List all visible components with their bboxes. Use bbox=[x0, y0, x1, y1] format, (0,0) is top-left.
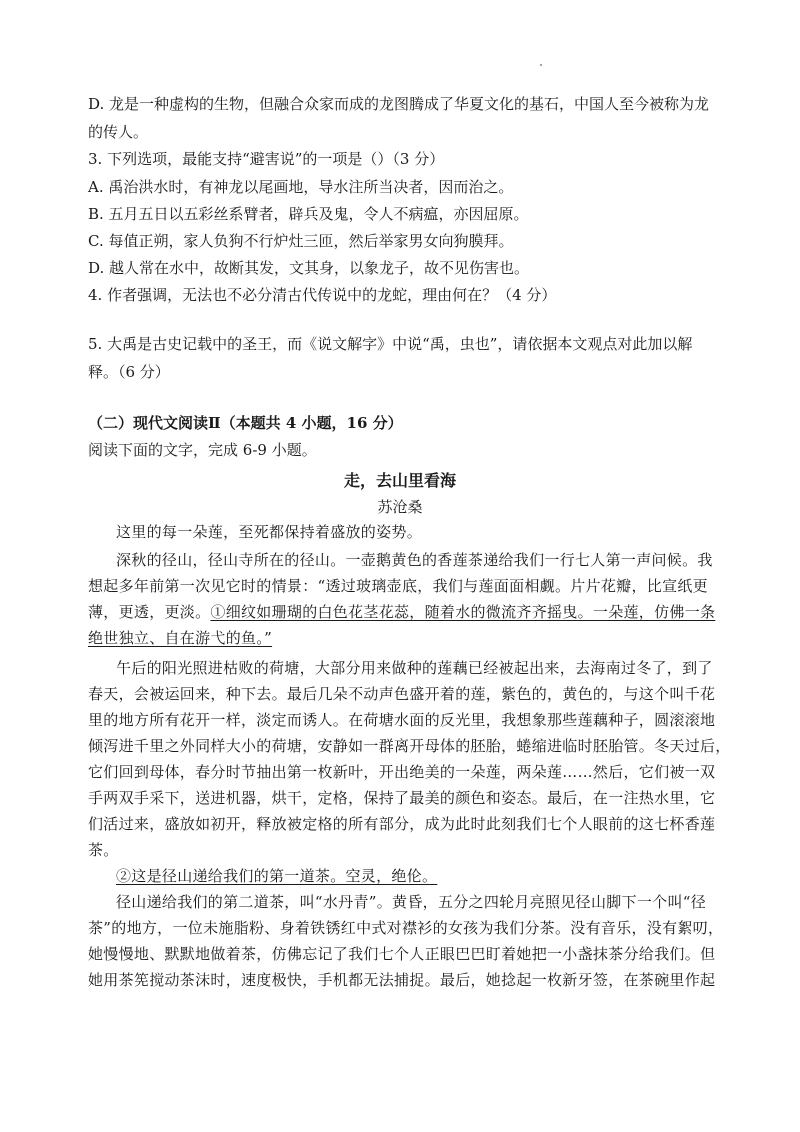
question-3-option-d: D. 越人常在水中，故断其发，文其身，以象龙子，故不见伤害也。 bbox=[88, 259, 530, 277]
underlined-sentence-1: ①细纹如珊瑚的白色花茎花蕊，随着水的微流齐齐摇曳。一朵莲，仿佛一条 bbox=[210, 603, 716, 621]
paragraph-3-line3: 里的地方所有花开一样，淡定而诱人。在荷塘水面的反光里，我想象那些莲藕种子，圆滚滚地 bbox=[88, 711, 716, 729]
scan-speck bbox=[540, 64, 542, 66]
paragraph-5-line1: 径山递给我们的第二道茶，叫“水丹青”。黄昏，五分之四轮月亮照见径山脚下一个叫“径 bbox=[116, 893, 707, 911]
section-heading: （二）现代文阅读Ⅱ（本题共 4 小题，16 分） bbox=[88, 414, 403, 432]
option-d-line1: D. 龙是一种虚构的生物，但融合众家而成的龙图腾成了华夏文化的基石，中国人至今被称为龙 bbox=[88, 95, 710, 113]
question-5-line2: 释。（6 分） bbox=[88, 363, 170, 381]
paragraph-3-line8: 茶。 bbox=[88, 841, 119, 859]
underlined-sentence-1-end: 绝世独立、自在游弋的鱼。” bbox=[88, 629, 273, 647]
question-4: 4. 作者强调，无法也不必分清古代传说中的龙蛇，理由何在？（4 分） bbox=[88, 286, 557, 304]
paragraph-5-line3: 她慢慢地、默默地做着茶，仿佛忘记了我们七个人正眼巴巴盯着她把一小盏抹茶分给我们。但 bbox=[88, 945, 716, 963]
paragraph-2-line3 bbox=[88, 602, 715, 622]
paragraph-3-line2: 春天，会被运回来，种下去。最后几朵不动声色盛开着的莲，紫色的，黄色的，与这个叫千花 bbox=[88, 685, 716, 703]
question-3-option-b: B. 五月五日以五彩丝系臂者，辟兵及鬼，令人不病瘟，亦因屈原。 bbox=[88, 205, 529, 223]
paragraph-1: 这里的每一朵莲，至死都保持着盛放的姿势。 bbox=[116, 523, 423, 541]
paragraph-3-line6: 手两双手采下，送进机器，烘干，定格，保持了最美的颜色和姿态。最后，在一注热水里，它 bbox=[88, 789, 716, 807]
paragraph-3-line1: 午后的阳光照进枯败的荷塘，大部分用来做种的莲藕已经被起出来，去海南过冬了，到了 bbox=[116, 659, 713, 677]
paragraph-5-line2: 茶”的地方，一位未施脂粉、身着铁锈红中式对襟衫的女孩为我们分茶。没有音乐，没有絮叨， bbox=[88, 919, 724, 937]
question-5-line1: 5. 大禹是古史记载中的圣王，而《说文解字》中说“禹，虫也”，请依据本文观点对此加以解 bbox=[88, 335, 693, 353]
paragraph-2-line1: 深秋的径山，径山寺所在的径山。一壶鹅黄色的香莲茶递给我们一行七人第一声问候。我 bbox=[116, 551, 713, 569]
option-d-line2: 的传人。 bbox=[88, 123, 149, 141]
paragraph-3-line4: 倾泻进千里之外同样大小的荷塘，安静如一群离开母体的胚胎，蜷缩进临时胚胎管。冬天过后， bbox=[88, 737, 731, 755]
paragraph-3-line7: 们活过来，盛放如初开，释放被定格的所有部分，成为此时此刻我们七个人眼前的这七杯香莲 bbox=[88, 815, 716, 833]
underlined-sentence-2: ②这是径山递给我们的第一道茶。空灵，绝伦。 bbox=[116, 867, 438, 885]
question-3-option-a: A. 禹治洪水时，有神龙以尾画地，导水注所当决者，因而治之。 bbox=[88, 178, 514, 196]
paragraph-5-line4: 她用茶筅搅动茶沫时，速度极快，手机都无法捕捉。最后，她捻起一枚新牙签，在茶碗里作起 bbox=[88, 971, 716, 989]
article-title: 走，去山里看海 bbox=[343, 471, 456, 490]
paragraph-2-line2: 想起多年前第一次见它时的情景：“透过玻璃壶底，我们与莲面面相觑。片片花瓣，比宣纸更 bbox=[88, 577, 708, 595]
question-3-option-c: C. 每值正朔，家人负狗不行炉灶三匝，然后举家男女向狗膜拜。 bbox=[88, 232, 514, 250]
article-author: 苏沧桑 bbox=[377, 498, 423, 516]
paragraph-3-line5: 它们回到母体，春分时节抽出第一枚新叶，开出绝美的一朵莲，两朵莲……然后，它们被一双 bbox=[88, 763, 716, 781]
paragraph-2-line3-lead: 薄，更透，更淡。 bbox=[88, 603, 211, 621]
section-instruction: 阅读下面的文字，完成 6-9 小题。 bbox=[88, 441, 317, 459]
question-3-stem: 3. 下列选项，最能支持“避害说”的一项是（）（3 分） bbox=[88, 150, 445, 168]
